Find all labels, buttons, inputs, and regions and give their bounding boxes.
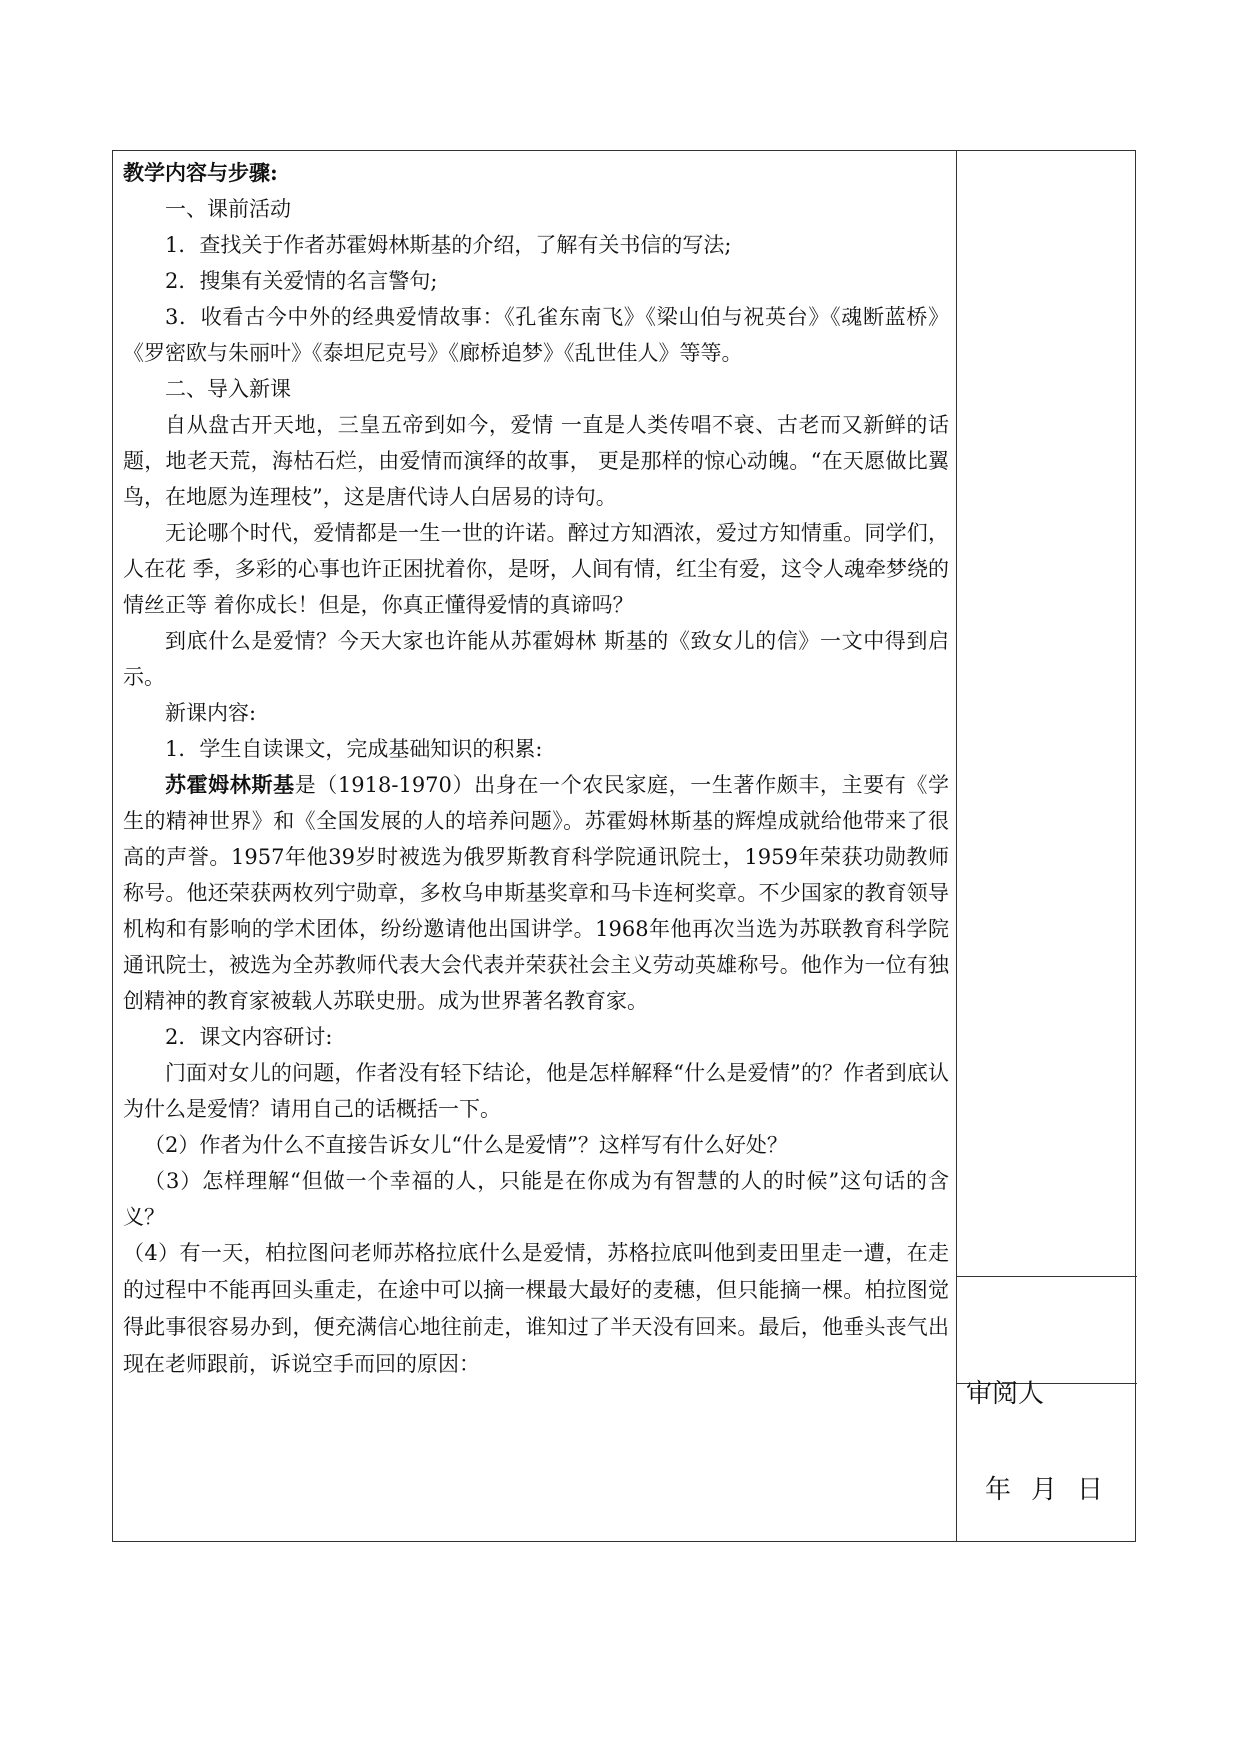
lesson-table: [112, 150, 1136, 1542]
pre-class-item-1: 1．查找关于作者苏霍姆林斯基的介绍，了解有关书信的写法;: [165, 233, 732, 257]
pre-class-title: 一、课前活动: [165, 197, 291, 221]
date-fields: [985, 1469, 1123, 1506]
question-1: 门面对女儿的问题，作者没有轻下结论，他是怎样解释“什么是爱情”的？作者到底认为什么是爱情？请用自己的话概括一下。: [123, 1061, 949, 1121]
intro-paragraph-3: 到底什么是爱情？今天大家也许能从苏霍姆林 斯基的《致女儿的信》一文中得到启示。: [123, 629, 949, 689]
reviewer-top-divider: [956, 1276, 1137, 1277]
column-divider: [956, 151, 957, 1541]
author-bio: 是（1918-1970）出身在一个农民家庭，一生著作颇丰，主要有《学生的精神世界》和《全国发展的人的培养问题》。苏霍姆林斯基的辉煌成就给他带来了很高的声誉。1957年他39岁时被选为俄罗斯教育科学院通讯院士，1959年荣获功勋教师称号。他还荣获两枚列宁勋章，多枚乌申斯基奖章和马卡连柯奖章。不少国家的教育领导机构和有影响的学术团体，纷纷邀请他出国讲学。1968年他再次当选为苏联教育科学院通讯院士，被选为全苏教师代表大会代表并荣获社会主义劳动英雄称号。他作为一位有独创精神的教育家被载人苏联史册。成为世界著名教育家。: [123, 773, 950, 1013]
lesson-content: [123, 155, 949, 1383]
question-4: （4）有一天，柏拉图问老师苏格拉底什么是爱情，苏格拉底叫他到麦田里走一遭，在走的过程中不能再回头重走，在途中可以摘一棵最大最好的麦穗，但只能摘一棵。柏拉图觉得此事很容易办到，便充满信心地往前走，谁知过了半天没有回来。最后，他垂头丧气出现在老师跟前，诉说空手而回的原因：: [123, 1241, 949, 1376]
intro-title: 二、导入新课: [165, 377, 291, 401]
date-day: 日: [1077, 1475, 1108, 1505]
question-2: （2）作者为什么不直接告诉女儿“什么是爱情”？这样写有什么好处？: [144, 1133, 788, 1157]
date-month: 月: [1031, 1475, 1062, 1505]
section-heading: 教学内容与步骤:: [123, 160, 278, 185]
step-1: 1．学生自读课文，完成基础知识的积累:: [165, 737, 543, 761]
intro-paragraph-1: 自从盘古开天地，三皇五帝到如今，爱情 一直是人类传唱不衰、古老而又新鲜的话题，地老天荒，海枯石烂，由爱情而演绎的故事， 更是那样的惊心动魄。“在天愿做比翼鸟，在地愿为连理枝”，这是唐代诗人白居易的诗句。: [123, 413, 949, 509]
intro-paragraph-2: 无论哪个时代，爱情都是一生一世的许诺。醉过方知酒浓，爱过方知情重。同学们，人在花 季，多彩的心事也许正困扰着你，是呀，人间有情，红尘有爱，这令人魂牵梦绕的情丝正等 着你成长！但是，你真正懂得爱情的真谛吗？: [123, 521, 949, 617]
date-year: 年: [985, 1475, 1016, 1505]
author-bio-paragraph: [123, 767, 949, 1019]
pre-class-item-3: 3．收看古今中外的经典爱情故事：《孔雀东南飞》《梁山伯与祝英台》《魂断蓝桥》 《罗密欧与朱丽叶》《泰坦尼克号》《廊桥追梦》《乱世佳人》等等。: [123, 305, 949, 365]
new-content-title: 新课内容:: [165, 701, 257, 725]
pre-class-item-2: 2．搜集有关爱情的名言警句;: [165, 269, 438, 293]
step-2: 2．课文内容研讨:: [165, 1025, 333, 1049]
reviewer-label: 审阅人: [966, 1379, 1045, 1409]
author-name: 苏霍姆林斯基: [165, 772, 295, 797]
question-3: （3）怎样理解“但做一个幸福的人，只能是在你成为有智慧的人的时候”这句话的含义？: [123, 1169, 949, 1229]
